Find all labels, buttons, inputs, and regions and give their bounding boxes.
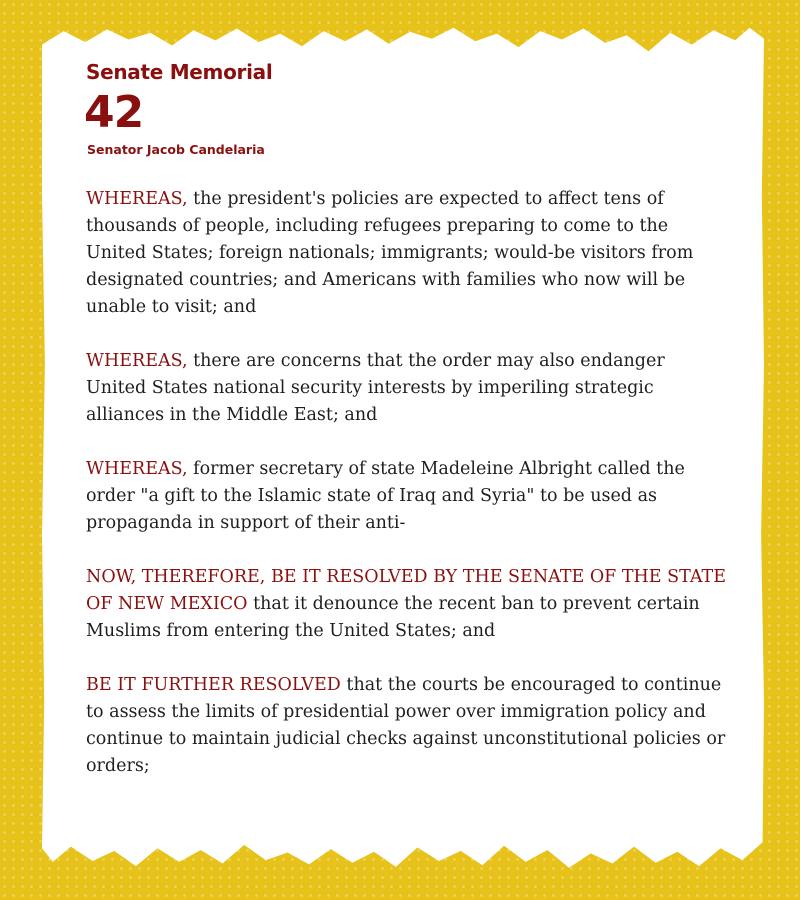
clause-whereas-2 — [86, 348, 726, 429]
clause-text: there are concerns that the order may also endanger United States national security interests by imperiling strategic alliances in the Middle East; and — [86, 351, 665, 425]
clause-text: former secretary of state Madeleine Albright called the order "a gift to the Islamic state of Iraq and Syria" to be used as propaganda in support of their anti- — [86, 459, 685, 533]
clause-keyword: WHEREAS, — [86, 189, 188, 209]
memorial-body — [86, 186, 726, 807]
clause-text: that the courts be encouraged to continue to assess the limits of presidential power over immigration policy and continue to maintain judicial checks against unconstitutional policies or orders; — [86, 675, 726, 776]
clause-further-resolved — [86, 672, 726, 780]
clause-whereas-3 — [86, 456, 726, 537]
clause-keyword: WHEREAS, — [86, 351, 188, 371]
clause-text: that it denounce the recent ban to prevent certain Muslims from entering the United States; and — [86, 594, 700, 641]
clause-whereas-1 — [86, 186, 726, 321]
clause-keyword: BE IT FURTHER RESOLVED — [86, 675, 341, 695]
memorial-title: Senate Memorial — [86, 60, 273, 84]
memorial-number: 42 — [84, 87, 144, 138]
clause-keyword: NOW, THEREFORE, BE IT RESOLVED BY THE SENATE OF THE STATE OF NEW MEXICO — [86, 567, 726, 614]
clause-text: the president's policies are expected to affect tens of thousands of people, including refugees preparing to come to the United States; foreign nationals; immigrants; would-be visitors from designated countries; and Americans with families who now will be unable to visit; and — [86, 189, 694, 317]
sponsor-name: Senator Jacob Candelaria — [87, 142, 265, 157]
clause-keyword: WHEREAS, — [86, 459, 188, 479]
clause-resolved — [86, 564, 726, 645]
